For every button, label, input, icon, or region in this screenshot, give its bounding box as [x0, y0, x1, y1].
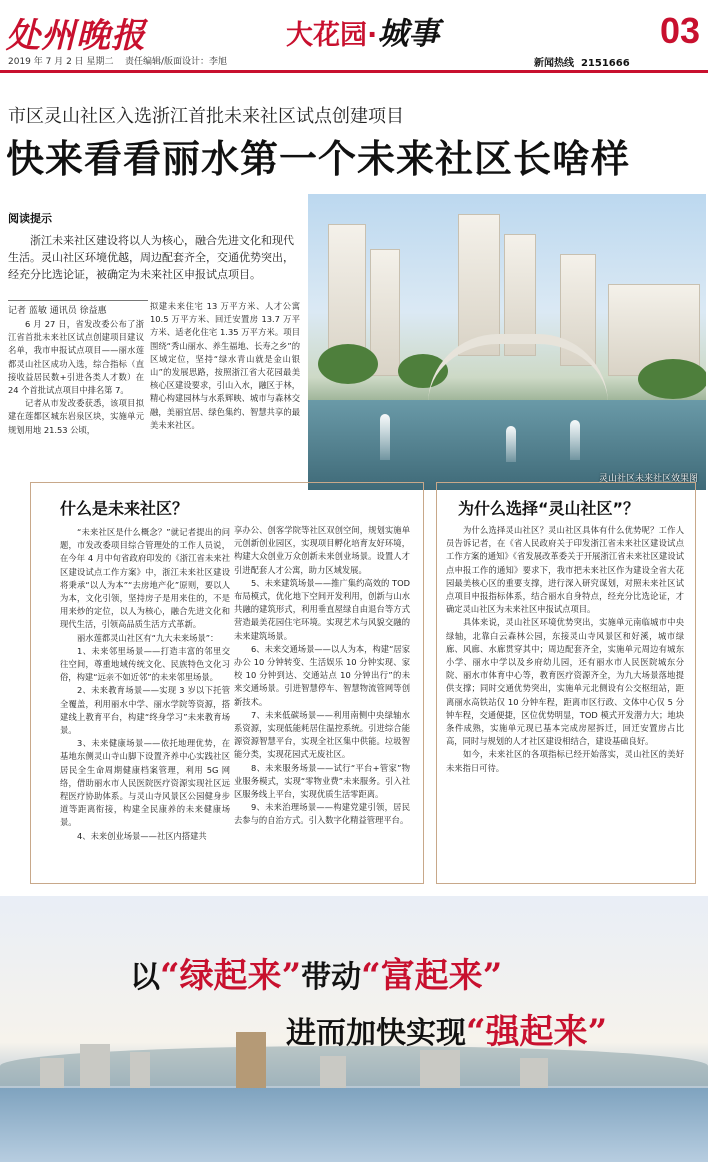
building	[40, 1058, 64, 1088]
right-subheading: 为什么选择“灵山社区”？	[458, 499, 640, 518]
hotline-number: 2151666	[580, 58, 630, 69]
building	[320, 1056, 346, 1088]
byline-text: 记者 蓝敏 通讯员 徐益惠	[8, 306, 107, 316]
tree	[318, 344, 378, 384]
paragraph: 4、未来创业场景——社区内搭建共	[77, 830, 207, 841]
pagoda	[236, 1032, 266, 1088]
newspaper-logo: 处州晚报	[6, 16, 146, 56]
paragraph: 拟建未来住宅 13 万平方米、人才公寓 10.5 万平方米、回迁安置房 13.7 万平方米、适老化住宅 1.35 万平方米。项目围绕“秀山丽水、养生福地、长寿之乡”的区域定位，坚持“绿水青山就是金山银山”的发展思路，按照浙江省大花园最美核心区建设要求，引山入水，融区于林，精心构建园林与水系辉映、城市与森林交融，美丽宜居、绿色集约、智慧共享的最美未来社区。	[150, 301, 300, 430]
hotline-label: 新闻热线	[534, 58, 574, 69]
slogan-text: 带动	[301, 960, 362, 995]
slogan-highlight: 强起来	[485, 1012, 588, 1052]
section-sub: 城事	[377, 16, 440, 52]
quote-mark: “	[361, 956, 381, 996]
slogan-highlight: 富起来	[380, 956, 483, 996]
paragraph: 6 月 27 日，省发改委公布了浙江省首批未来社区试点创建项目建议名单，我市申报试点项目——丽水莲都灵山社区成功入选，综合指标（直接收益居民数+引进各类人才数）在 24 个首批试点项目中排名第 7。	[8, 319, 144, 396]
paragraph: 9、未来治理场景——构建党建引领，居民去参与的自治方式。引入数字化精益管理平台。	[234, 802, 410, 826]
slogan-line-1	[130, 948, 502, 997]
building	[420, 1050, 460, 1088]
paragraph: 如今，未来社区的各项指标已经开始落实，灵山社区的美好未来指日可待。	[446, 749, 684, 773]
paragraph: 5、未来建筑场景——推广集约高效的 TOD 布局模式，优化地下空间开发利用，创新与山水共融的建筑形式，利用垂直屋绿自由退台等方式营造最美花园住宅环境。实现艺术与风貌交融的未来建筑场景。	[234, 577, 410, 641]
summary-label: 阅读提示	[8, 212, 52, 225]
paragraph: 1、未来邻里场景——打造丰富的邻里交往空间，尊重地域传统文化、民族特色文化习俗，构建“远亲不如近邻”的未来邻里场景。	[60, 645, 230, 683]
quote-mark: “	[466, 1012, 486, 1052]
paragraph: 丽水莲都灵山社区有“九大未来场景”：	[77, 632, 219, 643]
building	[80, 1044, 110, 1088]
byline	[8, 300, 148, 316]
building	[520, 1058, 548, 1088]
left-subheading: 什么是未来社区？	[60, 499, 189, 518]
issue-date: 2019 年 7 月 2 日 星期二	[8, 57, 114, 67]
masthead-rule	[0, 70, 708, 73]
intro-column-a	[8, 318, 144, 437]
hero-image	[308, 194, 706, 490]
left-column-a	[60, 526, 230, 843]
editors: 责任编辑/版面设计：李旭	[124, 57, 228, 67]
news-hotline	[534, 54, 630, 69]
right-column	[446, 524, 684, 775]
slogan-text: 进而加快实现	[286, 1016, 466, 1051]
paragraph: 具体来说，灵山社区环境优势突出，实施单元南临城市中央绿轴，北靠白云森林公园，东接灵山寺风景区和好溪，城市绿廊、风廊、水廊贯穿其中；周边配套齐全，实施单元周边有城东小学、丽水中学以及乡府幼儿园，还有丽水市人民医院城东分院、丽水市体育中心等，教育医疗资源齐全，为九大场景落地提供支撑；同时交通优势突出，实施单元北侧设有公交枢纽站，距离丽水高铁站仅 10 分钟车程，距离市区行政、文体中心仅 5 分钟车程，交通便捷，区位优势明显，TOD 模式开发潜力大；地块条件成熟，实施单元现已基本完成房屋拆迁，回迁安置房占比高，同时与规划的人才社区建设相结合，建设基础良好。	[446, 617, 684, 747]
slogan-line-2	[286, 1004, 607, 1053]
paragraph: 3、未来健康场景——依托地理优势，在基地东侧灵山寺山脚下设置齐养中心实践社区居民全生命周期健康档案管理，利用 5G 网络，借助丽水市人民医院医疗资源实现社区远程医疗协助体系。与灵山寺风景区公园健身步道等距离衔接，构建全民康养的未来健康场景。	[60, 738, 230, 828]
summary-text: 浙江未来社区建设将以人为核心，融合先进文化和现代生活。灵山社区环境优越，周边配套齐全，交通优势突出，经充分比选论证，被确定为未来社区申报试点项目。	[8, 234, 294, 281]
section-title	[286, 8, 439, 53]
intro-column-b	[150, 300, 300, 432]
building	[130, 1052, 150, 1088]
quote-mark: ”	[587, 1012, 608, 1052]
river	[0, 1088, 708, 1162]
quote-mark: ”	[281, 956, 302, 996]
tree	[638, 359, 706, 399]
left-column-b	[234, 524, 410, 828]
section-main: 大花园	[286, 20, 367, 51]
quote-mark: ”	[482, 956, 503, 996]
slogan-text: 以	[130, 960, 160, 995]
slogan-highlight: 绿起来	[179, 956, 282, 996]
fountain	[506, 426, 516, 462]
fountain	[570, 420, 580, 460]
paragraph: 6、未来交通场景——以人为本，构建“居家办公 10 分钟转变、生活娱乐 10 分钟实现、家校 10 分钟到达、交通站点 10 分钟出行”的未来交通场景。引进智慧停车、智慧物流管网等创新技术。	[234, 643, 410, 707]
paragraph: 享办公、创客学院等社区双创空间，规划实施单元创新创业园区，实现项目孵化培育友好环境，构建大众创业万众创新未来创业场景。设置人才引进配套人才公寓，助力区域发展。	[234, 525, 410, 575]
paragraph: 2、未来教育场景——实现 3 岁以下托管全覆盖，利用丽水中学、丽水学院等资源，搭建线上教育平台，构建“终身学习”未来教育场景。	[60, 685, 230, 736]
page-number: 03	[660, 10, 701, 51]
hero-caption: 灵山社区未来社区效果图	[598, 474, 698, 484]
paragraph: “未来社区是什么概念？”就记者提出的问题，市发改委项目综合管理处的工作人员说，在今年 4 月中旬省政府印发的《浙江省未来社区建设试点工作方案》中，浙江未来社区建设将秉承“以人为本”“去房地产化”原则，要以人为本，文化引领，坚持房子是用来住的，不是用来炒的定位，以人为核心，融合先进文化和现代生活，引领高品质生活方式革新。	[60, 527, 230, 630]
quote-mark: “	[160, 956, 180, 996]
kicker: 市区灵山社区入选浙江首批未来社区试点创建项目	[8, 106, 404, 127]
paragraph: 8、未来服务场景——试行“平台+管家”物业服务模式，实现“零物业费”未来服务。引入社区服务线上平台，实现优质生活零距离。	[234, 762, 410, 800]
paragraph: 7、未来低碳场景——利用南侧中央绿轴水系资源，实现低能耗居住温控系统。引进综合能源资源智慧平台，实现全社区集中供能。垃圾智能分类，实现花园式无废社区。	[234, 709, 410, 760]
paragraph: 记者从市发改委获悉，该项目拟建在莲都区城东岩泉区块，实施单元规划用地 21.53 公顷，	[8, 398, 144, 435]
paragraph: 为什么选择灵山社区？灵山社区具体有什么优势呢？工作人员告诉记者，在《省人民政府关于印发浙江省未来社区建设试点工作方案的通知》《省发展改革委关于开展浙江省未来社区建设试点申报工作的通知》要求下，我市把未来社区作为建设全省大花园最美核心区的重要支撑，进行深入研究谋划，对照未来社区试点项目申报指标体系，结合丽水自身特点，经充分比选论证，才确定灵山社区为未来社区申报试点项目。	[446, 525, 684, 615]
headline: 快来看看丽水第一个未来社区长啥样	[6, 136, 631, 181]
dateline	[8, 54, 227, 67]
section-dot: ·	[367, 20, 378, 51]
fountain	[380, 414, 390, 460]
